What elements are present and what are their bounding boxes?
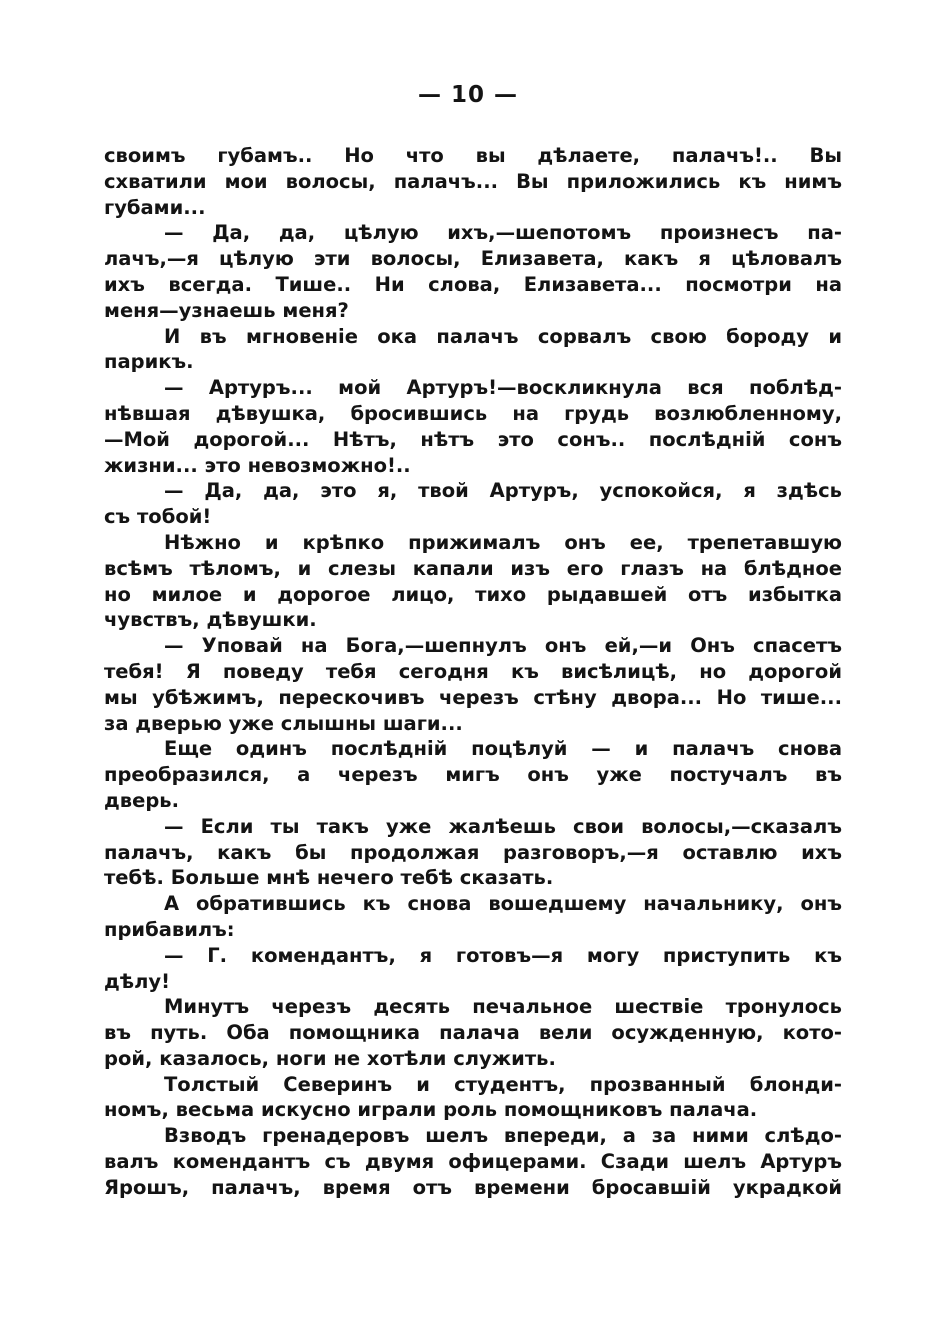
text-line: — Уповай на Бога,—шепнулъ онъ ей,—и Онъ спасетъ [164, 634, 842, 658]
text-line: номъ, весьма искусно играли роль помощниковъ палача. [104, 1098, 758, 1122]
page-number: — 10 — [417, 82, 519, 108]
text-line: Минутъ черезъ десять печальное шествіе тронулось [164, 995, 842, 1019]
text-line: И въ мгновеніе ока палачъ сорвалъ свою бороду и [164, 324, 842, 348]
text-line: жизни... это невозможно!.. [104, 453, 411, 477]
text-line: мы убѣжимъ, перескочивъ черезъ стѣну двора... Но тише... [104, 685, 842, 709]
text-line: Нѣжно и крѣпко прижималъ онъ ее, трепетавшую [164, 530, 842, 554]
text-line: А обратившись къ снова вошедшему начальнику, онъ [164, 892, 842, 916]
text-line: ихъ всегда. Тише.. Ни слова, Елизавета... посмотри на [104, 272, 842, 296]
text-line: тебя! Я поведу тебя сегодня къ висѣлицѣ, но дорогой [104, 659, 842, 683]
text-line: рой, казалось, ноги не хотѣли служить. [104, 1046, 556, 1070]
text-line: палачъ, какъ бы продолжая разговоръ,—я оставлю ихъ [104, 840, 842, 864]
text-line: дверь. [104, 788, 180, 812]
text-line: губами... [104, 195, 206, 219]
text-line: — Г. комендантъ, я готовъ—я могу приступить къ [164, 943, 842, 967]
text-line: съ тобой! [104, 505, 212, 529]
text-line: парикъ. [104, 350, 194, 374]
text-line: но милое и дорогое лицо, тихо рыдавшей отъ избытка [104, 582, 842, 606]
text-line: Толстый Северинъ и студентъ, прозванный блонди- [164, 1072, 842, 1096]
text-line: меня—узнаешь меня? [104, 298, 349, 322]
text-line: лачъ,—я цѣлую эти волосы, Елизавета, какъ я цѣловалъ [104, 247, 842, 271]
body-text [104, 143, 842, 1201]
text-line: Взводъ гренадеровъ шелъ впереди, а за ними слѣдо- [164, 1124, 842, 1148]
text-line: прибавилъ: [104, 917, 235, 941]
text-line: валъ комендантъ съ двумя офицерами. Сзади шелъ Артуръ [104, 1150, 842, 1174]
text-line: за дверью уже слышны шаги... [104, 711, 463, 735]
text-line: — Если ты такъ уже жалѣешь свои волосы,—сказалъ [164, 814, 842, 838]
text-line: своимъ губамъ.. Но что вы дѣлаете, палачъ!.. Вы [104, 144, 842, 167]
text-line: схватили мои волосы, палачъ... Вы приложились къ нимъ [104, 169, 842, 193]
text-line: преобразился, а черезъ мигъ онъ уже постучалъ въ [104, 763, 842, 787]
text-line: Ярошъ, палачъ, время отъ времени бросавшій украдкой [104, 1175, 842, 1199]
text-line: дѣлу! [104, 969, 170, 993]
text-line: чувствъ, дѣвушки. [104, 608, 317, 632]
text-line: Еще одинъ послѣдній поцѣлуй — и палачъ снова [164, 737, 842, 761]
text-line: нѣвшая дѣвушка, бросившись на грудь возлюбленному, [104, 401, 842, 425]
text-line: — Артуръ... мой Артуръ!—воскликнула вся поблѣд- [164, 376, 842, 400]
text-line: всѣмъ тѣломъ, и слезы капали изъ его глазъ на блѣдное [104, 556, 842, 580]
text-line: —Мой дорогой... Нѣтъ, нѣтъ это сонъ.. послѣдній сонъ [104, 427, 842, 451]
text-line: — Да, да, цѣлую ихъ,—шепотомъ произнесъ па- [164, 221, 842, 245]
text-line: — Да, да, это я, твой Артуръ, успокойся, я здѣсь [164, 479, 842, 503]
text-line: въ путь. Оба помощника палача вели осужденную, кото- [104, 1021, 842, 1045]
text-line: тебѣ. Больше мнѣ нечего тебѣ сказать. [104, 866, 554, 890]
